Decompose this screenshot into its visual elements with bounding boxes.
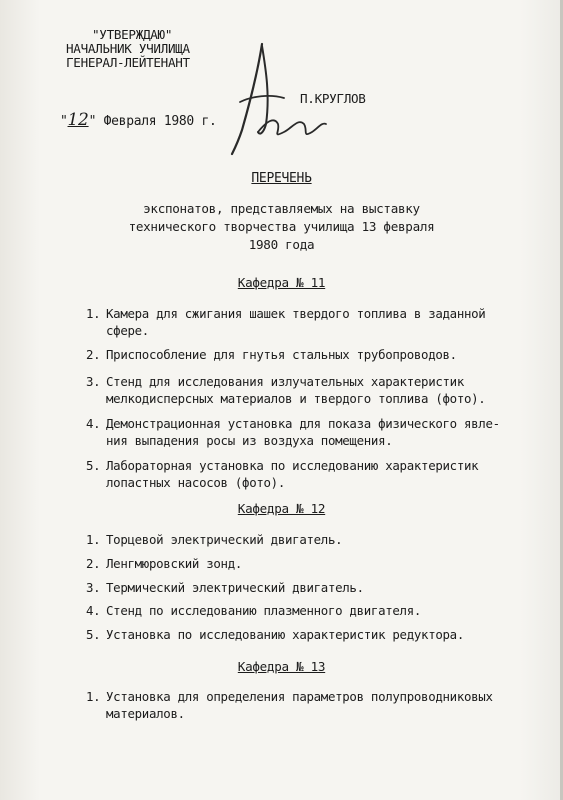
item-number: 3. xyxy=(86,580,101,595)
item-text: Термический электрический двигатель. xyxy=(106,580,364,595)
approver-position: НАЧАЛЬНИК УЧИЛИЩА xyxy=(66,41,190,56)
item-text: Демонстрационная установка для показа физического явле- ния выпадения росы из воздуха помещения. xyxy=(106,416,500,448)
item-text: Стенд по исследованию плазменного двигателя. xyxy=(106,603,422,618)
item-number: 1. xyxy=(86,532,101,547)
approver-rank: ГЕНЕРАЛ-ЛЕЙТЕНАНТ xyxy=(66,55,190,70)
item-text: Установка по исследованию характеристик редуктора. xyxy=(106,627,464,642)
department-heading-13: Кафедра № 13 xyxy=(237,659,326,674)
date-month-year: " Февраля 1980 г. xyxy=(88,114,217,129)
item-number: 1. xyxy=(86,689,101,704)
item-number: 2. xyxy=(86,556,101,571)
document-title: ПЕРЕЧЕНЬ xyxy=(251,171,312,186)
item-number: 5. xyxy=(86,458,101,473)
item-number: 4. xyxy=(86,416,101,431)
date-quote-open: " xyxy=(60,114,68,129)
item-text: Стенд для исследования излучательных характеристик мелкодисперсных материалов и твердого топлива (фото). xyxy=(106,374,486,406)
item-number: 1. xyxy=(86,306,101,321)
approver-name: П.КРУГЛОВ xyxy=(300,91,366,106)
item-text: Лабораторная установка по исследованию характеристик лопастных насосов (фото). xyxy=(106,458,479,490)
approval-header: "УТВЕРЖДАЮ" xyxy=(92,27,173,42)
item-number: 5. xyxy=(86,627,101,642)
item-number: 2. xyxy=(86,347,101,362)
handwritten-signature xyxy=(200,40,330,160)
item-text: Торцевой электрический двигатель. xyxy=(106,532,343,547)
item-number: 4. xyxy=(86,603,101,618)
subtitle-text: экспонатов, представляемых на выставку технического творчества училища 13 февраля 1980 года xyxy=(128,201,435,252)
approval-date xyxy=(60,110,217,130)
item-text: Установка для определения параметров полупроводниковых материалов. xyxy=(106,689,493,721)
document-subtitle xyxy=(0,200,563,254)
item-text: Приспособление для гнутья стальных трубопроводов. xyxy=(106,347,457,362)
item-text: Ленгмюровский зонд. xyxy=(106,556,243,571)
department-heading-12: Кафедра № 12 xyxy=(237,501,326,516)
item-text: Камера для сжигания шашек твердого топлива в заданной сфере. xyxy=(106,306,486,338)
date-day-handwritten: 12 xyxy=(67,110,89,130)
approval-block xyxy=(66,28,190,70)
department-heading-11: Кафедра № 11 xyxy=(237,275,326,290)
item-number: 3. xyxy=(86,374,101,389)
